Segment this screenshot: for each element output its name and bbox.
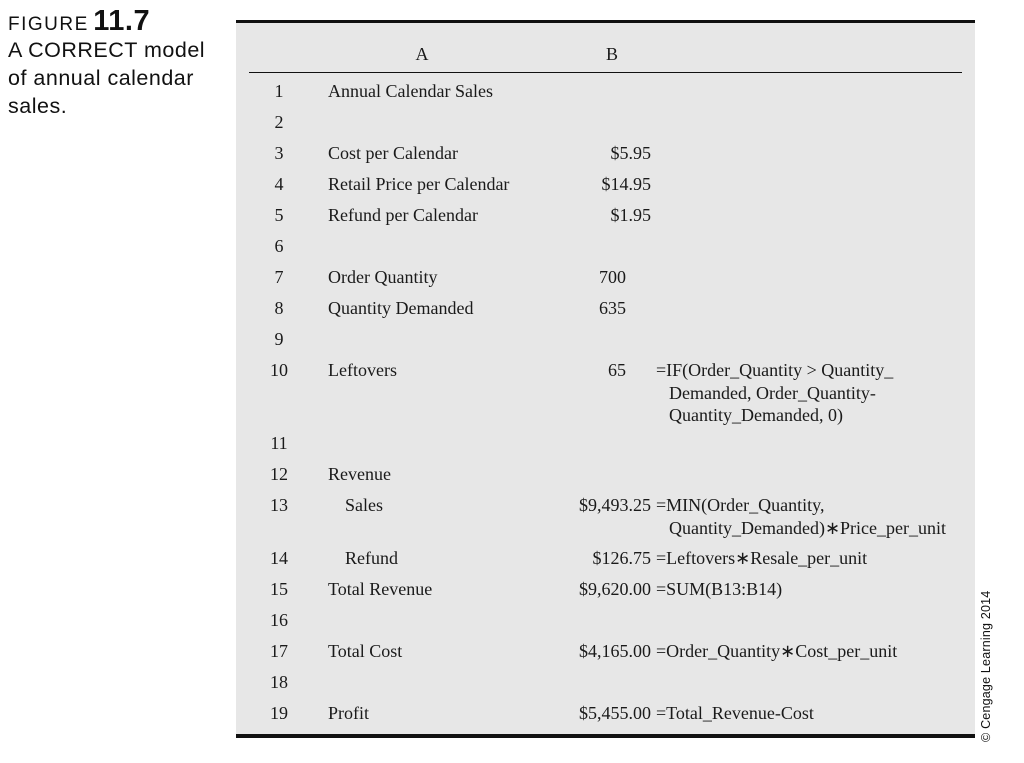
copyright-credit: © Cengage Learning 2014 (979, 590, 993, 742)
row-label: Revenue (328, 464, 391, 484)
row-formula: =Total_Revenue-Cost (656, 703, 814, 723)
row-number: 18 (270, 672, 288, 692)
row-number: 7 (274, 267, 284, 287)
row-label: Retail Price per Calendar (328, 174, 510, 194)
row-number: 9 (274, 329, 284, 349)
row-label: Cost per Calendar (328, 143, 458, 163)
formula-line: =MIN(Order_Quantity, (656, 495, 825, 515)
row-value: $5,455.00 (579, 703, 651, 723)
row-number: 19 (270, 703, 288, 723)
row-formula: =Order_Quantity∗Cost_per_unit (656, 641, 898, 661)
column-header-a: A (415, 44, 429, 64)
formula-line: =IF(Order_Quantity > Quantity_ (656, 360, 894, 380)
row-number: 4 (274, 174, 284, 194)
row-value: $4,165.00 (579, 641, 651, 661)
row-value: 635 (599, 298, 626, 318)
row-number: 16 (270, 610, 288, 630)
row-label: Order Quantity (328, 267, 438, 287)
row-number: 12 (270, 464, 288, 484)
figure-word: FIGURE (8, 14, 89, 35)
row-label: Quantity Demanded (328, 298, 474, 318)
figure-caption (8, 6, 228, 120)
row-number: 6 (274, 236, 284, 256)
row-formula: =SUM(B13:B14) (656, 579, 783, 599)
row-number: 5 (274, 205, 284, 225)
row-formula (656, 494, 946, 539)
row-number: 2 (274, 112, 284, 132)
row-value: $9,493.25 (579, 495, 651, 515)
row-label: Annual Calendar Sales (328, 81, 493, 101)
row-value: $5.95 (610, 143, 651, 163)
row-number: 1 (274, 81, 284, 101)
row-number: 17 (270, 641, 288, 661)
row-value: $126.75 (592, 548, 651, 568)
row-number: 11 (270, 433, 288, 453)
figure-description: A CORRECT model of annual calendar sales. (8, 38, 206, 118)
column-header-b: B (605, 44, 618, 64)
row-label: Total Revenue (328, 579, 433, 599)
row-value: 65 (608, 360, 626, 380)
row-label: Refund per Calendar (328, 205, 478, 225)
spreadsheet-table (236, 20, 975, 738)
row-value: $14.95 (601, 174, 651, 194)
row-label: Refund (345, 548, 398, 568)
row-value: $1.95 (610, 205, 651, 225)
row-number: 13 (270, 495, 288, 515)
figure-heading (8, 6, 228, 36)
row-number: 3 (274, 143, 284, 163)
row-number: 10 (270, 360, 288, 380)
header-divider (249, 72, 962, 73)
row-label: Sales (345, 495, 383, 515)
row-formula (656, 359, 956, 427)
row-number: 8 (274, 298, 284, 318)
figure-number: 11.7 (93, 5, 151, 37)
row-label: Total Cost (328, 641, 403, 661)
row-number: 15 (270, 579, 288, 599)
row-formula: =Leftovers∗Resale_per_unit (656, 548, 868, 568)
row-label: Leftovers (328, 360, 397, 380)
row-value: $9,620.00 (579, 579, 651, 599)
formula-continuation: Quantity_Demanded)∗Price_per_unit (669, 517, 947, 538)
row-label: Profit (328, 703, 370, 723)
formula-continuation: Demanded, Order_Quantity-Quantity_Demanded, 0) (669, 382, 876, 425)
row-number: 14 (270, 548, 288, 568)
row-value: 700 (599, 267, 626, 287)
